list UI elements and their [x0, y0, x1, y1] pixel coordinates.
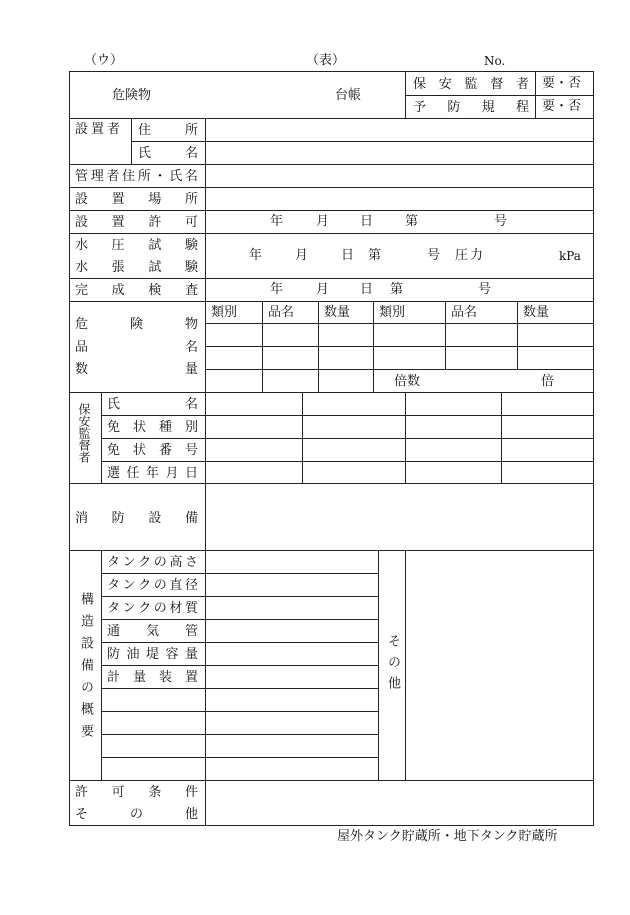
structure-other-label: その他: [385, 634, 400, 697]
tank-material-label: タ ン ク の 材 質: [107, 600, 198, 616]
permit-number-suffix: 号: [494, 214, 508, 229]
facility-type-footer: 屋外タンク貯蔵所・地下タンク貯蔵所: [337, 829, 558, 844]
vent-pipe-label: 通 気 管: [107, 623, 198, 639]
multiplier-unit: 倍: [541, 374, 555, 389]
manager-label: 管 理 者 住 所 ・ 氏 名: [75, 168, 198, 184]
metering-device-label: 計 量 装 置: [107, 669, 198, 685]
permit-other-label: そ の 他: [75, 806, 198, 822]
test-month: 月: [295, 248, 309, 263]
setter-label: 設置者: [75, 122, 124, 137]
fire-equipment-label: 消 防 設 備: [75, 510, 198, 526]
completion-number-suffix: 号: [478, 282, 492, 297]
hazard-header-qty-1: 数量: [324, 305, 351, 320]
structure-group-label: 構造設備の概要: [78, 592, 93, 746]
tank-height-label: タ ン ク の 高 さ: [107, 554, 198, 570]
address-label: 住 所: [138, 122, 198, 138]
permit-number-prefix: 第: [405, 214, 419, 229]
water-pressure-test-label: 水 圧 試 験: [75, 237, 198, 253]
prevention-rules-label: 予 防 規 程: [413, 99, 529, 115]
supervisor-required-label: 保 安 監 督 者: [413, 76, 529, 92]
permit-month: 月: [316, 214, 330, 229]
pressure-label: 圧力: [455, 248, 486, 263]
permit-label: 設 置 許 可: [75, 214, 198, 230]
test-year: 年: [249, 248, 263, 263]
hazard-class-label: 危 険 物: [75, 316, 198, 332]
multiplier-label: 倍数: [394, 374, 421, 389]
dike-capacity-label: 防 油 堤 容 量: [107, 646, 198, 662]
hazard-header-qty-2: 数量: [523, 305, 550, 320]
supervisor-license-number-label: 免 状 番 号: [107, 442, 198, 458]
pressure-unit: kPa: [559, 249, 581, 263]
name-label: 氏 名: [138, 145, 198, 161]
supervisor-group-label: 保安監督者: [77, 403, 91, 463]
form-variant: （ウ）: [84, 53, 124, 68]
supervisor-license-type-label: 免 状 種 別: [107, 419, 198, 435]
hazard-header-class-2: 類別: [379, 305, 406, 320]
supervisor-appointed-date-label: 選 任 年 月 日: [107, 465, 198, 481]
completion-inspection-label: 完 成 検 査: [75, 282, 198, 298]
completion-day: 日: [360, 282, 374, 297]
prevention-rules-value: 要・否: [542, 99, 582, 114]
hazard-quantity-label: 数 量: [75, 361, 198, 377]
hazard-header-name-1: 品名: [268, 305, 295, 320]
form-side: （表）: [306, 53, 346, 68]
test-number-suffix: 号: [427, 248, 441, 263]
tank-diameter-label: タ ン ク の 直 径: [107, 577, 198, 593]
water-fill-test-label: 水 張 試 験: [75, 259, 198, 275]
hazard-header-name-2: 品名: [451, 305, 478, 320]
ledger-title-right: 台帳: [335, 88, 362, 103]
supervisor-required-value: 要・否: [542, 76, 582, 91]
completion-month: 月: [316, 282, 330, 297]
hazard-name-label: 品 名: [75, 339, 198, 355]
number-label: No.: [484, 54, 506, 68]
permit-day: 日: [360, 214, 374, 229]
completion-number-prefix: 第: [390, 282, 404, 297]
supervisor-name-label: 氏 名: [107, 396, 198, 412]
completion-year: 年: [270, 282, 284, 297]
ledger-title-left: 危険物: [112, 88, 152, 103]
test-number-prefix: 第: [368, 248, 382, 263]
test-day: 日: [341, 248, 355, 263]
permit-year: 年: [270, 214, 284, 229]
hazard-header-class-1: 類別: [211, 305, 238, 320]
location-label: 設 置 場 所: [75, 191, 198, 207]
permit-conditions-label: 許 可 条 件: [75, 784, 198, 800]
